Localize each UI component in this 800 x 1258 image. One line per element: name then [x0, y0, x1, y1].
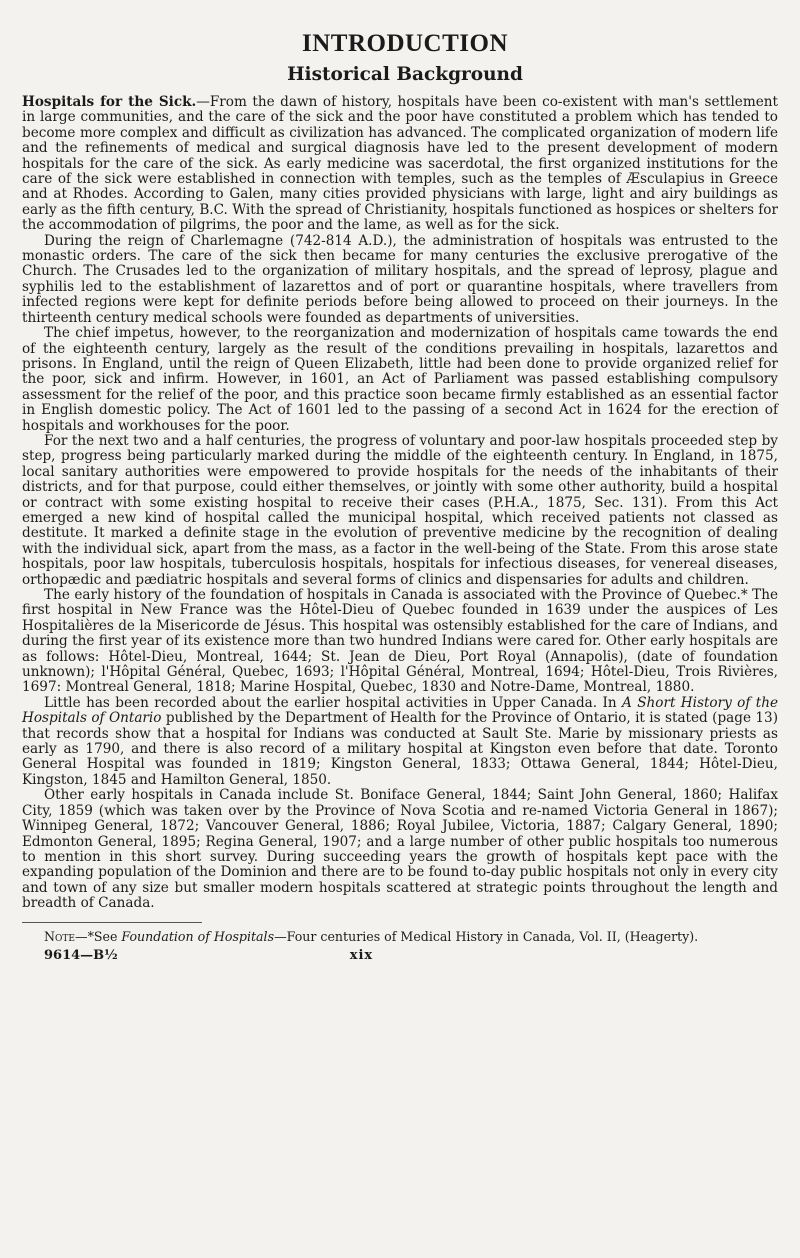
- page-number: xix: [349, 947, 374, 963]
- page-heading: INTRODUCTION: [301, 30, 509, 57]
- footnote-text: —Four centuries of Medical History in Canada, Vol. II, (Heagerty).: [274, 928, 699, 944]
- run-in-heading: Hospitals for the Sick.: [22, 94, 197, 110]
- paragraph-upper-canada: [22, 696, 778, 788]
- paragraph-text: Little has been recorded about the earlier hospital activities in Upper Canada. In: [44, 694, 622, 711]
- paragraph-text: —From the dawn of history, hospitals have been co-existent with man's settlement in large communities, and the care of the sick and the poor have constituted a problem which has tended to become more complex and difficult as civilization has advanced. The complicated organization of modern life and the refinements of medical and surgical diagnosis have led to the present development of modern hospitals for the care of the sick. As early medicine was sacerdotal, the first organized institutions for the care of the sick were established in connection with temples, such as the temples of Æsculapius in Greece and at Rhodes. According to Galen, many cities provided physicians with large, light and airy buildings as early as the fifth century, B.C. With the spread of Christianity, hospitals functioned as hospices or shelters for the accommodation of pilgrims, the poor and the lame, as well as for the sick.: [22, 94, 778, 234]
- book-title: A Short History of the Hospitals of Ontario: [22, 694, 779, 727]
- paragraph-voluntary-hospitals: For the next two and a half centuries, the progress of voluntary and poor-law hospitals proceeded step by step, progress being particularly marked during the middle of the eighteenth century. In England, in 1875, local sanitary authorities were empowered to provide hospitals for the needs of the inhabitants of their districts, and for that purpose, could either themselves, or jointly with some other authority, build a hospital or contract with some existing hospital to receive their cases (P.H.A., 1875, Sec. 131). From this Act emerged a new kind of hospital called the municipal hospital, which received patients not classed as destitute. It marked a definite stage in the evolution of preventive medicine by the recognition of dealing with the individual sick, apart from the mass, as a factor in the well-being of the State. From this arose state hospitals, poor law hospitals, tuberculosis hospitals, hospitals for infectious diseases, for venereal diseases, orthopædic and pædiatric hospitals and several forms of clinics and dispensaries for adults and children.: [22, 432, 778, 588]
- page-footer: [22, 948, 778, 963]
- paragraph-quebec-history: The early history of the foundation of hospitals in Canada is associated with the Province of Quebec.* The first hospital in New France was the Hôtel-Dieu of Quebec founded in 1639 under the auspices of Les Hospitalières de la Misericorde de Jésus. This hospital was ostensibly established for the care of Indians, and during the first year of its existence more than two hundred Indians were cared for. Other early hospitals are as follows: Hôtel-Dieu, Montreal, 1644; St. Jean de Dieu, Port Royal (Annapolis), (date of foundation unknown); l'Hôpital Général, Quebec, 1693; l'Hôpital Général, Montreal, 1694; Hôtel-Dieu, Trois Rivières, 1697: Montreal General, 1818; Marine Hospital, Quebec, 1830 and Notre-Dame, Montreal, 1880.: [22, 587, 778, 696]
- paragraph-hospitals-for-the-sick: [22, 95, 778, 234]
- printer-signature: 9614—B½: [44, 947, 118, 963]
- paragraph-text: published by the Department of Health for the Province of Ontario, it is stated (page 13) that records show that a hospital for Indians was conducted at Sault Ste. Marie by missionary priests as early as 1790, and there is also record of a military hospital at Kingston even before that date. Toronto General Hospital was founded in 1819; Kingston General, 1833; Ottawa General, 1844; Hôtel-Dieu, Kingston, 1845 and Hamilton General, 1850.: [22, 710, 779, 788]
- body-text: [22, 95, 778, 912]
- footnote: [22, 929, 778, 944]
- footnote-title: Foundation of Hospitals: [121, 928, 275, 944]
- footnote-divider: [22, 922, 202, 923]
- section-heading: Historical Background: [287, 64, 523, 85]
- paragraph-other-hospitals: Other early hospitals in Canada include St. Boniface General, 1844; Saint John General, 1860; Halifax City, 1859 (which was taken over by the Province of Nova Scotia and re-named Victoria General in 1867); Winnipeg General, 1872; Vancouver General, 1886; Royal Jubilee, Victoria, 1887; Calgary General, 1890; Edmonton General, 1895; Regina General, 1907; and a large number of other public hospitals too numerous to mention in this short survey. During succeeding years the growth of hospitals kept pace with the expanding population of the Dominion and there are to be found to-day public hospitals not only in every city and town of any size but smaller modern hospitals scattered at strategic points throughout the length and breadth of Canada.: [22, 787, 778, 912]
- paragraph-charlemagne: During the reign of Charlemagne (742-814 A.D.), the administration of hospitals was entrusted to the monastic orders. The care of the sick then became for many centuries the exclusive prerogative of the Church. The Crusades led to the organization of military hospitals, and the spread of leprosy, plague and syphilis led to the establishment of lazarettos and of port or quarantine hospitals, where travellers from infected regions were kept for definite periods before being allowed to proceed on their journeys. In the thirteenth century medical schools were founded as departments of universities.: [22, 232, 778, 326]
- footnote-text: —*See: [74, 928, 122, 944]
- footnote-lead: Note: [44, 928, 75, 944]
- paragraph-reorganization: The chief impetus, however, to the reorganization and modernization of hospitals came towards the end of the eighteenth century, largely as the result of the conditions prevailing in hospitals, lazarettos and prisons. In England, until the reign of Queen Elizabeth, little had been done to provide organized relief for the poor, sick and infirm. However, in 1601, an Act of Parliament was passed establishing compulsory assessment for the relief of the poor, and this practice soon became firmly established as an essential factor in English domestic policy. The Act of 1601 led to the passing of a second Act in 1624 for the erection of hospitals and workhouses for the poor.: [22, 325, 778, 434]
